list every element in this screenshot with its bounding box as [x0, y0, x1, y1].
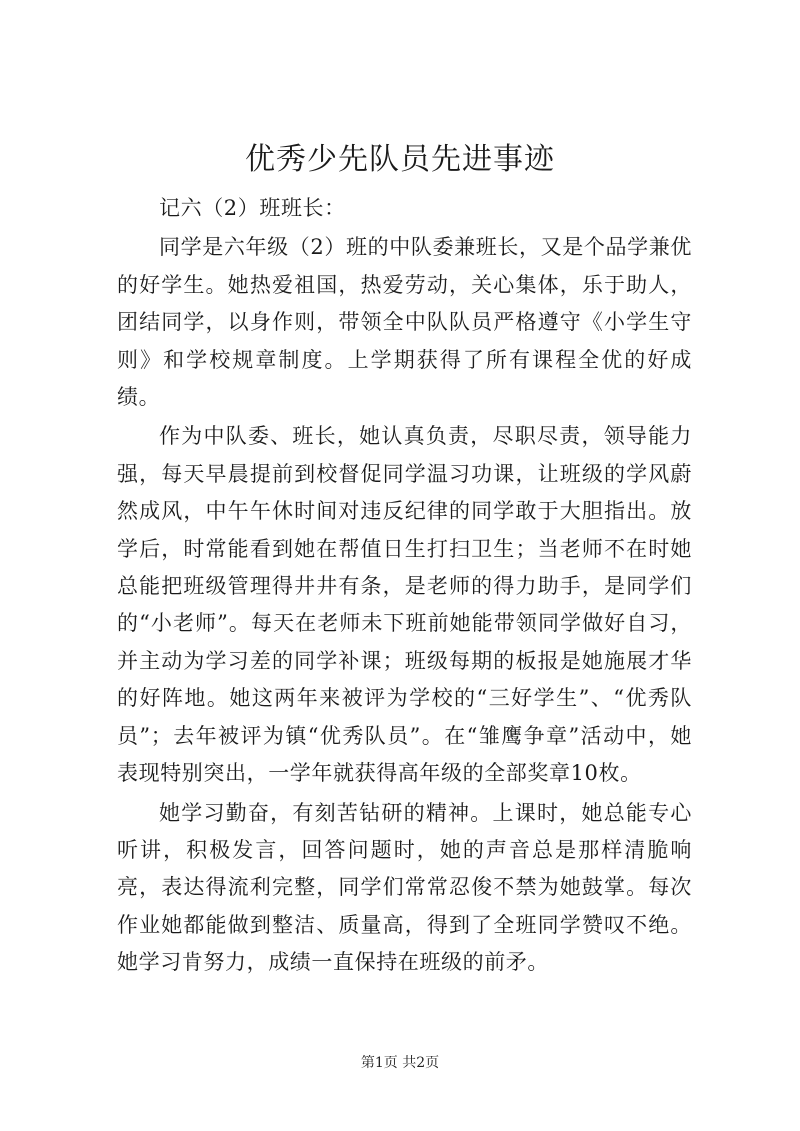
paragraph-introduction: 同学是六年级（2）班的中队委兼班长，又是个品学兼优的好学生。她热爱祖国，热爱劳动，关心集体，乐于助人，团结同学，以身作则，带领全中队队员严格遵守《小学生守则》和学校规章制度。上学期获得了所有课程全优的好成绩。 [117, 235, 692, 410]
page-number: 第1页 共2页 [360, 1055, 440, 1071]
paragraph-leadership: 作为中队委、班长，她认真负责，尽职尽责，领导能力强，每天早晨提前到校督促同学温习功课，让班级的学风蔚然成风，中午午休时间对违反纪律的同学敢于大胆指出。放学后，时常能看到她在帮值日生打扫卫生；当老师不在时她总能把班级管理得井井有条，是老师的得力助手，是同学们的“小老师”。每天在老师未下班前她能带领同学做好自习，并主动为学习差的同学补课；班级每期的板报是她施展才华的好阵地。她这两年来被评为学校的“三好学生”、“优秀队员”；去年被评为镇“优秀队员”。在“雏鹰争章”活动中，她表现特别突出，一学年就获得高年级的全部奖章10枚。 [117, 424, 692, 786]
document-body [117, 190, 692, 982]
document-title: 优秀少先队员先进事迹 [245, 142, 555, 177]
paragraph-study: 她学习勤奋，有刻苦钻研的精神。上课时，她总能专心听讲，积极发言，回答问题时，她的声音总是那样清脆响亮，表达得流利完整，同学们常常忍俊不禁为她鼓掌。每次作业她都能做到整洁、质量高，得到了全班同学赞叹不绝。她学习肯努力，成绩一直保持在班级的前矛。 [117, 800, 692, 975]
paragraph-salutation: 记六（2）班班长： [159, 196, 346, 220]
